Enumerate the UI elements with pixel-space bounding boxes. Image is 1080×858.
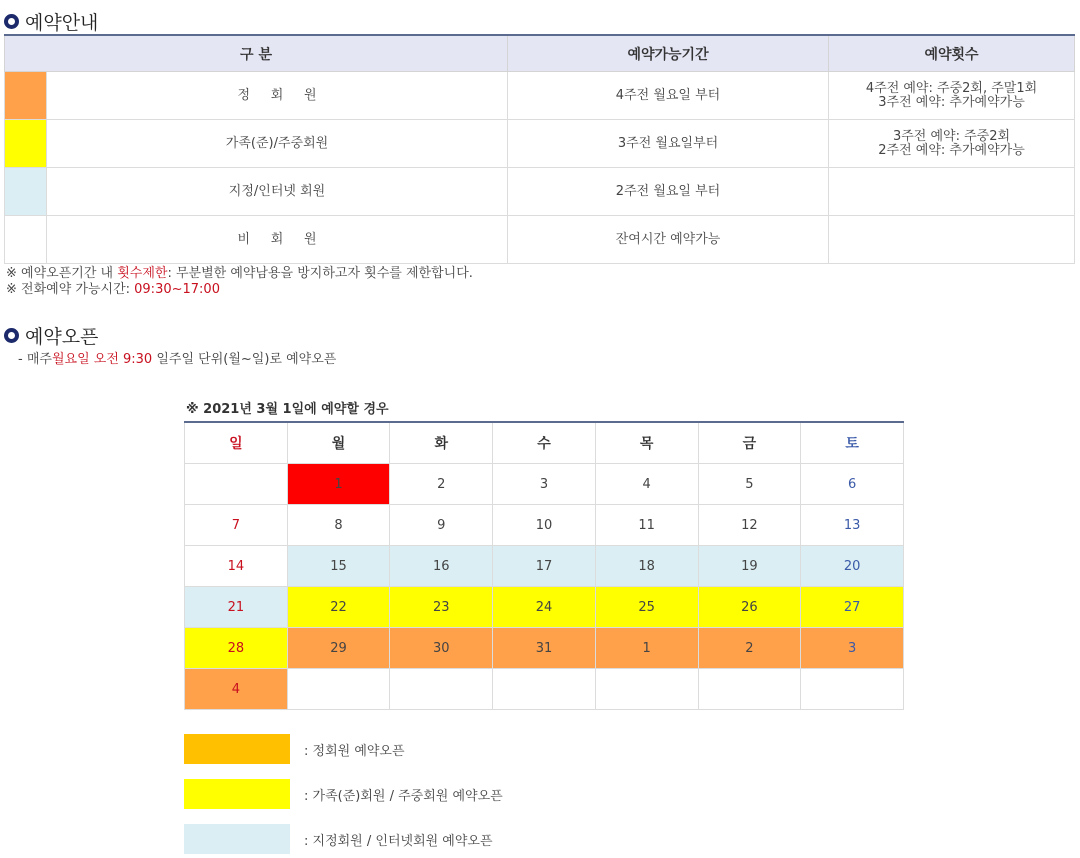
calendar-weekday-row <box>185 422 904 464</box>
header-count: 예약횟수 <box>829 35 1075 72</box>
legend-color-box <box>184 779 290 809</box>
calendar-day-cell: 3 <box>493 464 596 505</box>
member-color-swatch <box>5 216 47 264</box>
count-cell <box>829 168 1075 216</box>
calendar-day-cell: 7 <box>185 505 288 546</box>
period-cell: 3주전 월요일부터 <box>508 120 829 168</box>
section-title-text: 예약안내 <box>25 12 99 34</box>
legend-item <box>184 824 493 854</box>
calendar-week-row <box>185 546 904 587</box>
period-cell: 잔여시간 예약가능 <box>508 216 829 264</box>
calendar-week-row <box>185 628 904 669</box>
table-header-row <box>5 35 1075 72</box>
calendar-day-cell: 5 <box>698 464 801 505</box>
table-row <box>5 168 1075 216</box>
calendar-day-cell: 16 <box>390 546 493 587</box>
note-limit-prefix: ※ 예약오픈기간 내 <box>6 266 118 281</box>
weekday-header: 월 <box>287 422 390 464</box>
weekday-header: 토 <box>801 422 904 464</box>
calendar-day-cell <box>595 669 698 710</box>
calendar-day-cell: 25 <box>595 587 698 628</box>
member-type-cell: 가족(준)/주중회원 <box>47 120 508 168</box>
calendar-day-cell: 19 <box>698 546 801 587</box>
section-title-reservation-open <box>4 322 98 349</box>
count-line-2: 3주전 예약: 추가예약가능 <box>878 94 1025 110</box>
legend-item <box>184 734 405 764</box>
count-line-1: 4주전 예약: 주중2회, 주말1회 <box>865 80 1038 96</box>
calendar-day-cell: 31 <box>493 628 596 669</box>
calendar-day-cell: 28 <box>185 628 288 669</box>
section-title-text: 예약오픈 <box>25 326 99 348</box>
calendar-day-cell: 30 <box>390 628 493 669</box>
open-prefix: - 매주 <box>18 352 52 367</box>
calendar-day-cell: 27 <box>801 587 904 628</box>
calendar-day-cell <box>287 669 390 710</box>
calendar-day-cell: 21 <box>185 587 288 628</box>
circle-bullet-icon <box>4 14 19 29</box>
calendar-day-cell: 14 <box>185 546 288 587</box>
legend-item <box>184 779 503 809</box>
calendar-day-cell: 24 <box>493 587 596 628</box>
calendar-day-cell: 2 <box>390 464 493 505</box>
calendar-week-row <box>185 464 904 505</box>
header-type: 구 분 <box>5 35 508 72</box>
calendar-day-cell: 2 <box>698 628 801 669</box>
legend-color-box <box>184 734 290 764</box>
note-limit-suffix: : 무분별한 예약남용을 방지하고자 횟수를 제한합니다. <box>167 266 473 281</box>
calendar-day-cell: 6 <box>801 464 904 505</box>
calendar-day-cell: 3 <box>801 628 904 669</box>
weekday-header: 수 <box>493 422 596 464</box>
calendar-day-cell: 17 <box>493 546 596 587</box>
calendar-day-cell: 11 <box>595 505 698 546</box>
open-suffix: 일주일 단위(월~일)로 예약오픈 <box>152 352 337 367</box>
note-phone <box>6 278 220 297</box>
table-row <box>5 216 1075 264</box>
reservation-info-table <box>4 34 1075 264</box>
note-phone-prefix: ※ 전화예약 가능시간: <box>6 282 135 297</box>
legend-color-box <box>184 824 290 854</box>
calendar-caption: ※ 2021년 3월 1일에 예약할 경우 <box>186 402 389 417</box>
calendar-day-cell: 23 <box>390 587 493 628</box>
calendar-day-cell <box>698 669 801 710</box>
calendar-day-cell: 18 <box>595 546 698 587</box>
calendar-day-cell <box>493 669 596 710</box>
table-row <box>5 72 1075 120</box>
open-schedule-text <box>18 348 336 367</box>
member-color-swatch <box>5 120 47 168</box>
calendar-day-cell: 1 <box>595 628 698 669</box>
calendar-week-row <box>185 587 904 628</box>
calendar-day-cell: 4 <box>185 669 288 710</box>
member-type-cell: 비 회 원 <box>47 216 508 264</box>
calendar-day-cell: 12 <box>698 505 801 546</box>
legend-label: : 가족(준)회원 / 주중회원 예약오픈 <box>304 788 503 804</box>
count-cell <box>829 216 1075 264</box>
header-period: 예약가능기간 <box>508 35 829 72</box>
note-limit-highlight: 횟수제한 <box>117 266 168 281</box>
calendar-day-cell: 1 <box>287 464 390 505</box>
count-cell <box>829 120 1075 168</box>
weekday-header: 금 <box>698 422 801 464</box>
member-color-swatch <box>5 168 47 216</box>
calendar-day-cell: 22 <box>287 587 390 628</box>
calendar-week-row <box>185 505 904 546</box>
member-type-cell: 지정/인터넷 회원 <box>47 168 508 216</box>
period-cell: 4주전 월요일 부터 <box>508 72 829 120</box>
period-cell: 2주전 월요일 부터 <box>508 168 829 216</box>
example-calendar <box>184 421 904 710</box>
calendar-day-cell <box>801 669 904 710</box>
calendar-day-cell: 20 <box>801 546 904 587</box>
calendar-day-cell: 15 <box>287 546 390 587</box>
section-title-reservation-info <box>4 8 98 35</box>
calendar-day-cell: 10 <box>493 505 596 546</box>
circle-bullet-icon <box>4 328 19 343</box>
member-type-cell: 정 회 원 <box>47 72 508 120</box>
count-line-1: 3주전 예약: 주중2회 <box>892 128 1011 144</box>
weekday-header: 화 <box>390 422 493 464</box>
legend-label: : 정회원 예약오픈 <box>304 743 405 759</box>
note-phone-highlight: 09:30~17:00 <box>134 282 220 297</box>
calendar-day-cell: 9 <box>390 505 493 546</box>
calendar-day-cell: 8 <box>287 505 390 546</box>
table-row <box>5 120 1075 168</box>
calendar-day-cell: 29 <box>287 628 390 669</box>
calendar-day-cell: 13 <box>801 505 904 546</box>
calendar-day-cell: 4 <box>595 464 698 505</box>
open-highlight: 월요일 오전 9:30 <box>51 352 153 367</box>
calendar-day-cell <box>390 669 493 710</box>
count-line-2: 2주전 예약: 추가예약가능 <box>878 142 1025 158</box>
weekday-header: 목 <box>595 422 698 464</box>
calendar-week-row <box>185 669 904 710</box>
calendar-day-cell: 26 <box>698 587 801 628</box>
member-color-swatch <box>5 72 47 120</box>
calendar-day-cell <box>185 464 288 505</box>
count-cell <box>829 72 1075 120</box>
weekday-header: 일 <box>185 422 288 464</box>
legend-label: : 지정회원 / 인터넷회원 예약오픈 <box>304 833 493 849</box>
